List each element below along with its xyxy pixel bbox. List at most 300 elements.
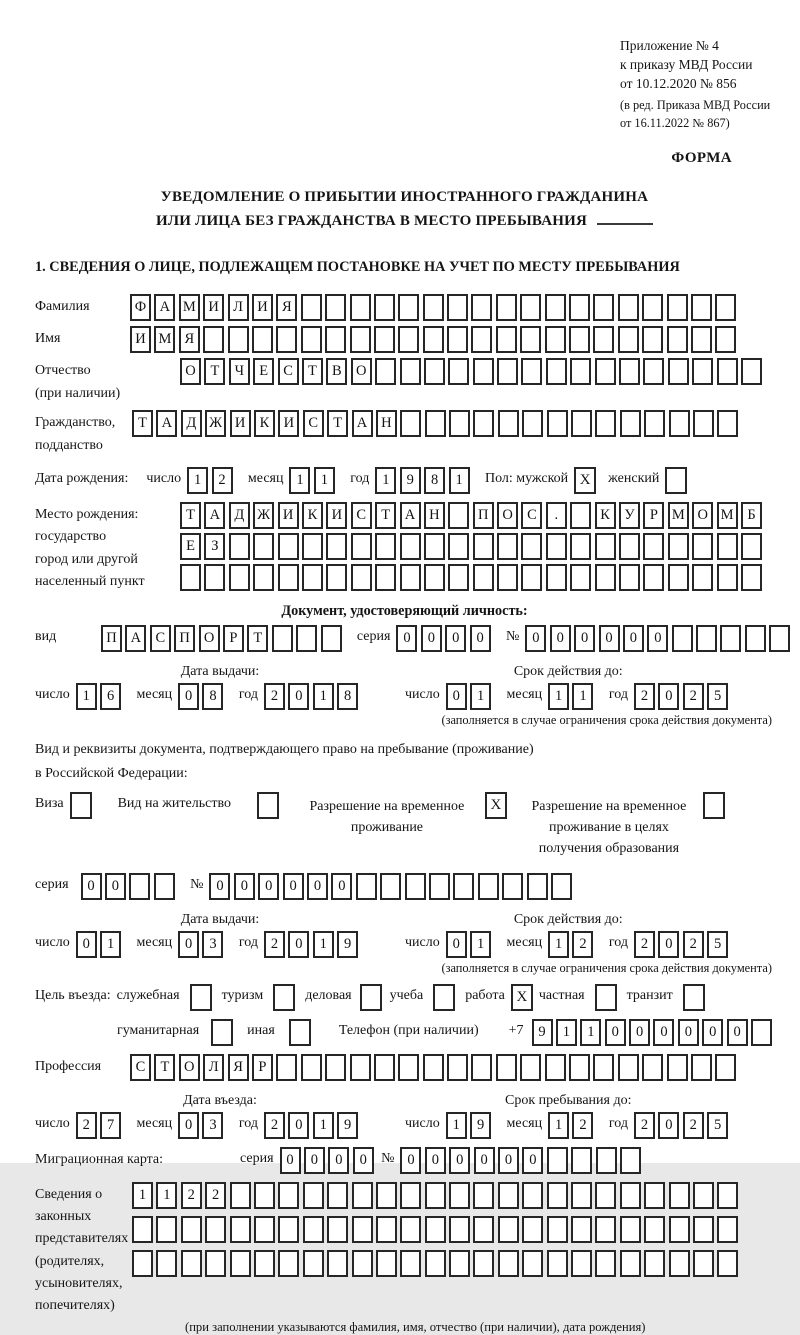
form-cell[interactable]: 1: [470, 931, 491, 958]
form-cell[interactable]: [325, 326, 346, 353]
form-cell[interactable]: [571, 1182, 592, 1209]
form-cell[interactable]: [498, 1216, 519, 1243]
form-cell[interactable]: [547, 1182, 568, 1209]
form-cell[interactable]: 0: [605, 1019, 626, 1046]
form-cell[interactable]: [741, 358, 762, 385]
form-cell[interactable]: И: [230, 410, 251, 437]
form-cell[interactable]: 1: [156, 1182, 177, 1209]
form-cell[interactable]: Е: [180, 533, 201, 560]
form-cell[interactable]: 0: [445, 625, 466, 652]
form-cell[interactable]: [569, 1054, 590, 1081]
form-cell[interactable]: [425, 410, 446, 437]
form-cell[interactable]: [473, 564, 494, 591]
purpose-humanitarian-checkbox[interactable]: [211, 1019, 233, 1046]
form-cell[interactable]: [620, 1216, 641, 1243]
form-cell[interactable]: 1: [289, 467, 310, 494]
form-cell[interactable]: [668, 533, 689, 560]
form-cell[interactable]: [521, 358, 542, 385]
form-cell[interactable]: 1: [313, 1112, 334, 1139]
form-cell[interactable]: Д: [229, 502, 250, 529]
form-cell[interactable]: 9: [337, 1112, 358, 1139]
form-cell[interactable]: [425, 1250, 446, 1277]
form-cell[interactable]: [522, 1216, 543, 1243]
form-cell[interactable]: [547, 1216, 568, 1243]
form-cell[interactable]: 1: [580, 1019, 601, 1046]
form-cell[interactable]: [447, 294, 468, 321]
form-cell[interactable]: [497, 358, 518, 385]
form-cell[interactable]: [448, 564, 469, 591]
form-cell[interactable]: [571, 1250, 592, 1277]
form-cell[interactable]: [204, 564, 225, 591]
form-cell[interactable]: 0: [678, 1019, 699, 1046]
birth-place-cells-row3[interactable]: [180, 564, 765, 591]
form-cell[interactable]: П: [174, 625, 195, 652]
form-cell[interactable]: [376, 1182, 397, 1209]
form-cell[interactable]: М: [668, 502, 689, 529]
form-cell[interactable]: 2: [683, 683, 704, 710]
visa-checkbox[interactable]: [70, 792, 92, 819]
form-cell[interactable]: Н: [424, 502, 445, 529]
form-cell[interactable]: У: [619, 502, 640, 529]
form-cell[interactable]: [376, 1216, 397, 1243]
form-cell[interactable]: [546, 564, 567, 591]
form-cell[interactable]: [425, 1216, 446, 1243]
residence-issue-month[interactable]: [178, 931, 227, 958]
form-cell[interactable]: 9: [532, 1019, 553, 1046]
form-cell[interactable]: 3: [202, 1112, 223, 1139]
form-cell[interactable]: О: [497, 502, 518, 529]
form-cell[interactable]: [302, 564, 323, 591]
form-cell[interactable]: [715, 326, 736, 353]
form-cell[interactable]: [156, 1250, 177, 1277]
form-cell[interactable]: [619, 533, 640, 560]
form-cell[interactable]: [547, 410, 568, 437]
form-cell[interactable]: О: [692, 502, 713, 529]
form-cell[interactable]: [327, 1250, 348, 1277]
form-cell[interactable]: Т: [154, 1054, 175, 1081]
form-cell[interactable]: 1: [132, 1182, 153, 1209]
form-cell[interactable]: [595, 358, 616, 385]
form-cell[interactable]: [400, 410, 421, 437]
form-cell[interactable]: О: [351, 358, 372, 385]
form-cell[interactable]: 0: [81, 873, 102, 900]
form-cell[interactable]: [496, 326, 517, 353]
form-cell[interactable]: Р: [252, 1054, 273, 1081]
representatives-cells-row2[interactable]: [132, 1216, 742, 1243]
form-cell[interactable]: И: [278, 410, 299, 437]
form-cell[interactable]: [375, 564, 396, 591]
form-cell[interactable]: 5: [707, 1112, 728, 1139]
form-cell[interactable]: Б: [741, 502, 762, 529]
form-cell[interactable]: [643, 564, 664, 591]
form-cell[interactable]: 1: [449, 467, 470, 494]
form-cell[interactable]: 1: [375, 467, 396, 494]
form-cell[interactable]: [449, 1216, 470, 1243]
form-cell[interactable]: [398, 326, 419, 353]
form-cell[interactable]: [571, 1216, 592, 1243]
form-cell[interactable]: [717, 1182, 738, 1209]
form-cell[interactable]: [644, 410, 665, 437]
form-cell[interactable]: [546, 533, 567, 560]
form-cell[interactable]: [448, 502, 469, 529]
form-cell[interactable]: [156, 1216, 177, 1243]
form-cell[interactable]: [350, 294, 371, 321]
form-cell[interactable]: 0: [178, 683, 199, 710]
form-cell[interactable]: [205, 1216, 226, 1243]
form-cell[interactable]: [453, 873, 474, 900]
purpose-study-checkbox[interactable]: [433, 984, 455, 1011]
form-cell[interactable]: Т: [247, 625, 268, 652]
purpose-work-checkbox[interactable]: X: [511, 984, 533, 1011]
form-cell[interactable]: [717, 1250, 738, 1277]
form-cell[interactable]: [356, 873, 377, 900]
form-cell[interactable]: [620, 1147, 641, 1174]
form-cell[interactable]: [132, 1250, 153, 1277]
form-cell[interactable]: [471, 1054, 492, 1081]
form-cell[interactable]: [715, 1054, 736, 1081]
doc-valid-month[interactable]: [548, 683, 597, 710]
form-cell[interactable]: [669, 1182, 690, 1209]
form-cell[interactable]: 2: [264, 931, 285, 958]
form-cell[interactable]: 0: [658, 683, 679, 710]
form-cell[interactable]: А: [154, 294, 175, 321]
form-cell[interactable]: [473, 1216, 494, 1243]
form-cell[interactable]: 3: [202, 931, 223, 958]
form-cell[interactable]: 0: [258, 873, 279, 900]
form-cell[interactable]: [229, 533, 250, 560]
form-cell[interactable]: [429, 873, 450, 900]
doc-valid-day[interactable]: [446, 683, 495, 710]
residence-issue-year[interactable]: [264, 931, 362, 958]
doc-number-cells[interactable]: [525, 625, 793, 652]
form-cell[interactable]: [672, 625, 693, 652]
form-cell[interactable]: Р: [643, 502, 664, 529]
form-cell[interactable]: 0: [658, 931, 679, 958]
form-cell[interactable]: [497, 533, 518, 560]
form-cell[interactable]: С: [351, 502, 372, 529]
form-cell[interactable]: [423, 1054, 444, 1081]
form-cell[interactable]: 0: [522, 1147, 543, 1174]
citizenship-cells[interactable]: [132, 410, 742, 437]
form-cell[interactable]: Т: [180, 502, 201, 529]
form-cell[interactable]: [551, 873, 572, 900]
form-cell[interactable]: [276, 1054, 297, 1081]
form-cell[interactable]: [302, 533, 323, 560]
form-cell[interactable]: [619, 358, 640, 385]
form-cell[interactable]: [424, 564, 445, 591]
form-cell[interactable]: И: [278, 502, 299, 529]
form-cell[interactable]: [473, 1182, 494, 1209]
profession-cells[interactable]: [130, 1054, 740, 1081]
form-cell[interactable]: [154, 873, 175, 900]
form-cell[interactable]: [448, 533, 469, 560]
form-cell[interactable]: В: [326, 358, 347, 385]
form-cell[interactable]: И: [203, 294, 224, 321]
form-cell[interactable]: М: [179, 294, 200, 321]
form-cell[interactable]: [449, 1250, 470, 1277]
form-cell[interactable]: [478, 873, 499, 900]
representatives-cells-row1[interactable]: [132, 1182, 742, 1209]
doc-issue-month[interactable]: [178, 683, 227, 710]
stay-month[interactable]: [548, 1112, 597, 1139]
form-cell[interactable]: [498, 1182, 519, 1209]
form-cell[interactable]: [303, 1250, 324, 1277]
form-cell[interactable]: [593, 294, 614, 321]
form-cell[interactable]: [229, 564, 250, 591]
form-cell[interactable]: 2: [634, 931, 655, 958]
form-cell[interactable]: [521, 533, 542, 560]
form-cell[interactable]: 1: [76, 683, 97, 710]
form-cell[interactable]: 0: [234, 873, 255, 900]
form-cell[interactable]: [254, 1182, 275, 1209]
form-cell[interactable]: 1: [548, 1112, 569, 1139]
phone-cells[interactable]: [532, 1019, 776, 1046]
form-cell[interactable]: 0: [470, 625, 491, 652]
form-cell[interactable]: З: [204, 533, 225, 560]
form-cell[interactable]: 8: [337, 683, 358, 710]
form-cell[interactable]: 0: [178, 931, 199, 958]
form-cell[interactable]: 5: [707, 931, 728, 958]
stay-year[interactable]: [634, 1112, 732, 1139]
form-cell[interactable]: [424, 358, 445, 385]
form-cell[interactable]: [595, 410, 616, 437]
form-cell[interactable]: С: [278, 358, 299, 385]
form-cell[interactable]: 0: [446, 931, 467, 958]
form-cell[interactable]: [715, 294, 736, 321]
form-cell[interactable]: [473, 1250, 494, 1277]
form-cell[interactable]: [569, 326, 590, 353]
form-cell[interactable]: [303, 1182, 324, 1209]
form-cell[interactable]: 0: [307, 873, 328, 900]
form-cell[interactable]: [350, 326, 371, 353]
form-cell[interactable]: С: [521, 502, 542, 529]
form-cell[interactable]: [350, 1054, 371, 1081]
form-cell[interactable]: 1: [572, 683, 593, 710]
form-cell[interactable]: 0: [425, 1147, 446, 1174]
doc-issue-year[interactable]: [264, 683, 362, 710]
form-cell[interactable]: [425, 1182, 446, 1209]
form-cell[interactable]: [692, 564, 713, 591]
entry-day[interactable]: [76, 1112, 125, 1139]
form-cell[interactable]: 1: [556, 1019, 577, 1046]
form-cell[interactable]: [520, 294, 541, 321]
residence-valid-day[interactable]: [446, 931, 495, 958]
form-cell[interactable]: 0: [550, 625, 571, 652]
form-cell[interactable]: [278, 564, 299, 591]
form-cell[interactable]: [620, 1182, 641, 1209]
form-cell[interactable]: 0: [498, 1147, 519, 1174]
form-cell[interactable]: [642, 1054, 663, 1081]
form-cell[interactable]: 0: [599, 625, 620, 652]
form-cell[interactable]: 6: [100, 683, 121, 710]
form-cell[interactable]: [521, 564, 542, 591]
form-cell[interactable]: [693, 1250, 714, 1277]
form-cell[interactable]: [400, 1182, 421, 1209]
form-cell[interactable]: [643, 533, 664, 560]
form-cell[interactable]: [497, 564, 518, 591]
temporary-residence-checkbox[interactable]: X: [485, 792, 507, 819]
residence-valid-month[interactable]: [548, 931, 597, 958]
form-cell[interactable]: [276, 326, 297, 353]
form-cell[interactable]: [129, 873, 150, 900]
form-cell[interactable]: [717, 1216, 738, 1243]
form-cell[interactable]: Т: [302, 358, 323, 385]
form-cell[interactable]: [303, 1216, 324, 1243]
form-cell[interactable]: [321, 625, 342, 652]
form-cell[interactable]: 5: [707, 683, 728, 710]
form-cell[interactable]: [717, 358, 738, 385]
form-cell[interactable]: [502, 873, 523, 900]
form-cell[interactable]: 2: [634, 1112, 655, 1139]
form-cell[interactable]: 2: [181, 1182, 202, 1209]
form-cell[interactable]: Т: [132, 410, 153, 437]
purpose-transit-checkbox[interactable]: [683, 984, 705, 1011]
form-cell[interactable]: 7: [100, 1112, 121, 1139]
form-cell[interactable]: [644, 1250, 665, 1277]
form-cell[interactable]: К: [254, 410, 275, 437]
stay-day[interactable]: [446, 1112, 495, 1139]
form-cell[interactable]: [496, 1054, 517, 1081]
form-cell[interactable]: 0: [396, 625, 417, 652]
form-cell[interactable]: [301, 294, 322, 321]
form-cell[interactable]: Ф: [130, 294, 151, 321]
form-cell[interactable]: М: [154, 326, 175, 353]
form-cell[interactable]: [642, 326, 663, 353]
form-cell[interactable]: 2: [572, 1112, 593, 1139]
surname-cells[interactable]: [130, 294, 740, 321]
form-cell[interactable]: И: [252, 294, 273, 321]
form-cell[interactable]: [545, 1054, 566, 1081]
form-cell[interactable]: [230, 1250, 251, 1277]
form-cell[interactable]: [571, 1147, 592, 1174]
form-cell[interactable]: Т: [204, 358, 225, 385]
form-cell[interactable]: 1: [446, 1112, 467, 1139]
form-cell[interactable]: И: [130, 326, 151, 353]
form-cell[interactable]: 0: [353, 1147, 374, 1174]
form-cell[interactable]: [374, 1054, 395, 1081]
female-checkbox[interactable]: [665, 467, 687, 494]
form-cell[interactable]: [181, 1250, 202, 1277]
form-cell[interactable]: 9: [337, 931, 358, 958]
form-cell[interactable]: [741, 533, 762, 560]
residence-number-cells[interactable]: [209, 873, 575, 900]
form-cell[interactable]: [203, 326, 224, 353]
form-cell[interactable]: 2: [634, 683, 655, 710]
male-checkbox[interactable]: X: [574, 467, 596, 494]
form-cell[interactable]: [471, 294, 492, 321]
residence-series-cells[interactable]: [81, 873, 179, 900]
doc-series-cells[interactable]: [396, 625, 494, 652]
form-cell[interactable]: [520, 1054, 541, 1081]
form-cell[interactable]: Т: [375, 502, 396, 529]
form-cell[interactable]: [546, 358, 567, 385]
form-cell[interactable]: [374, 294, 395, 321]
form-cell[interactable]: 0: [629, 1019, 650, 1046]
form-cell[interactable]: [595, 1250, 616, 1277]
form-cell[interactable]: 0: [328, 1147, 349, 1174]
form-cell[interactable]: [400, 533, 421, 560]
doc-kind-cells[interactable]: [101, 625, 345, 652]
form-cell[interactable]: [400, 1250, 421, 1277]
form-cell[interactable]: С: [130, 1054, 151, 1081]
form-cell[interactable]: Е: [253, 358, 274, 385]
form-cell[interactable]: [769, 625, 790, 652]
birth-year-cells[interactable]: [375, 467, 473, 494]
form-cell[interactable]: А: [125, 625, 146, 652]
form-cell[interactable]: [595, 564, 616, 591]
form-cell[interactable]: [375, 533, 396, 560]
form-cell[interactable]: [751, 1019, 772, 1046]
form-cell[interactable]: П: [473, 502, 494, 529]
form-cell[interactable]: [400, 358, 421, 385]
form-cell[interactable]: [326, 533, 347, 560]
form-cell[interactable]: [253, 564, 274, 591]
form-cell[interactable]: 0: [525, 625, 546, 652]
form-cell[interactable]: [376, 1250, 397, 1277]
form-cell[interactable]: [527, 873, 548, 900]
form-cell[interactable]: [593, 326, 614, 353]
form-cell[interactable]: [424, 533, 445, 560]
form-cell[interactable]: [254, 1250, 275, 1277]
form-cell[interactable]: [205, 1250, 226, 1277]
entry-month[interactable]: [178, 1112, 227, 1139]
form-cell[interactable]: Т: [327, 410, 348, 437]
form-cell[interactable]: 0: [331, 873, 352, 900]
migration-number-cells[interactable]: [400, 1147, 644, 1174]
form-cell[interactable]: [570, 502, 591, 529]
form-cell[interactable]: 0: [283, 873, 304, 900]
purpose-tourism-checkbox[interactable]: [273, 984, 295, 1011]
form-cell[interactable]: П: [101, 625, 122, 652]
form-cell[interactable]: [691, 1054, 712, 1081]
form-cell[interactable]: С: [150, 625, 171, 652]
form-cell[interactable]: [692, 533, 713, 560]
form-cell[interactable]: Л: [203, 1054, 224, 1081]
form-cell[interactable]: Л: [228, 294, 249, 321]
form-cell[interactable]: [741, 564, 762, 591]
form-cell[interactable]: Я: [276, 294, 297, 321]
form-cell[interactable]: К: [302, 502, 323, 529]
form-cell[interactable]: [296, 625, 317, 652]
form-cell[interactable]: [352, 1216, 373, 1243]
form-cell[interactable]: И: [326, 502, 347, 529]
form-cell[interactable]: [547, 1250, 568, 1277]
form-cell[interactable]: 0: [288, 683, 309, 710]
migration-series-cells[interactable]: [280, 1147, 378, 1174]
form-cell[interactable]: О: [179, 1054, 200, 1081]
form-cell[interactable]: [619, 564, 640, 591]
form-cell[interactable]: 2: [683, 1112, 704, 1139]
purpose-official-checkbox[interactable]: [190, 984, 212, 1011]
form-cell[interactable]: [352, 1182, 373, 1209]
form-cell[interactable]: 2: [264, 683, 285, 710]
form-cell[interactable]: [448, 358, 469, 385]
form-cell[interactable]: 8: [424, 467, 445, 494]
form-cell[interactable]: [642, 294, 663, 321]
form-cell[interactable]: 2: [76, 1112, 97, 1139]
doc-valid-year[interactable]: [634, 683, 732, 710]
form-cell[interactable]: [423, 326, 444, 353]
form-cell[interactable]: [473, 410, 494, 437]
birth-day-cells[interactable]: [187, 467, 236, 494]
form-cell[interactable]: К: [595, 502, 616, 529]
form-cell[interactable]: [667, 294, 688, 321]
form-cell[interactable]: 0: [623, 625, 644, 652]
form-cell[interactable]: [278, 1250, 299, 1277]
form-cell[interactable]: 1: [100, 931, 121, 958]
form-cell[interactable]: [618, 1054, 639, 1081]
form-cell[interactable]: .: [546, 502, 567, 529]
